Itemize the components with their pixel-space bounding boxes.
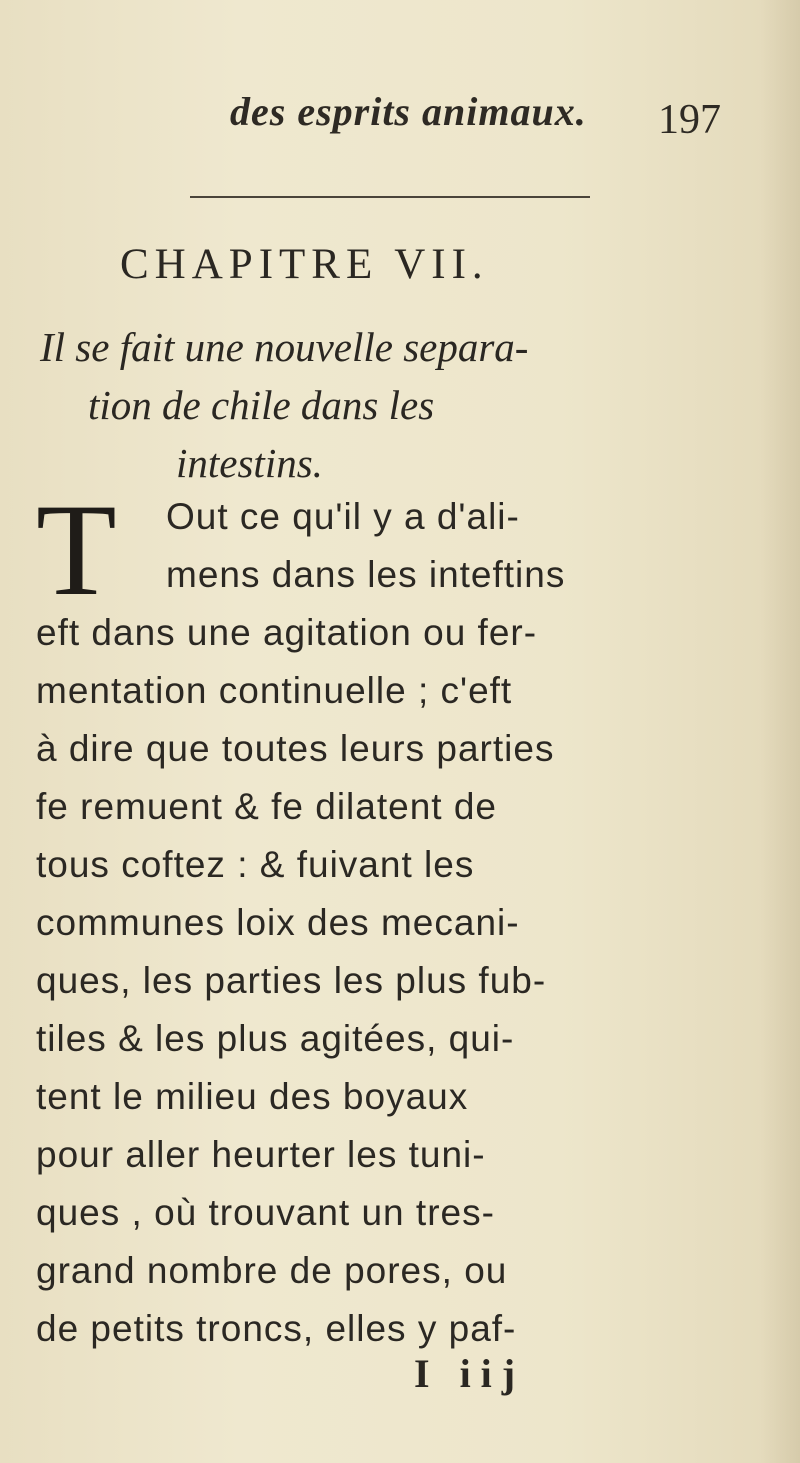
- drop-cap: T: [36, 476, 117, 623]
- text-line: pour aller heurter les tuni-: [36, 1134, 486, 1175]
- subtitle-line: Il se fait une nouvelle separa-: [40, 324, 529, 370]
- page-edge-shadow: [760, 0, 800, 1463]
- subtitle-line: tion de chile dans les: [88, 382, 435, 428]
- running-head: des esprits animaux.: [230, 89, 587, 134]
- text-line: grand nombre de pores, ou: [36, 1250, 508, 1291]
- text-line: mentation continuelle ; c'eft: [36, 670, 513, 711]
- text-line: de petits troncs, elles y paf-: [36, 1308, 517, 1349]
- subtitle-line: intestins.: [176, 440, 323, 486]
- text-line: ques, les parties les plus fub-: [36, 960, 547, 1001]
- text-line: fe remuent & fe dilatent de: [36, 786, 497, 827]
- page-number: 197: [658, 97, 721, 143]
- text-line: à dire que toutes leurs parties: [36, 728, 555, 769]
- chapter-title: CHAPITRE VII.: [120, 241, 489, 288]
- header-rule: [190, 196, 590, 198]
- text-line: ques , où trouvant un tres-: [36, 1192, 495, 1233]
- text-line: tiles & les plus agitées, qui-: [36, 1018, 515, 1059]
- text-line: mens dans les inteftins: [166, 554, 566, 595]
- signature-mark: I iij: [414, 1351, 526, 1396]
- text-line: communes loix des mecani-: [36, 902, 520, 943]
- text-line: tous coftez : & fuivant les: [36, 844, 475, 885]
- text-line: Out ce qu'il y a d'ali-: [166, 496, 520, 537]
- text-line: eft dans une agitation ou fer-: [36, 612, 538, 653]
- text-line: tent le milieu des boyaux: [36, 1076, 469, 1117]
